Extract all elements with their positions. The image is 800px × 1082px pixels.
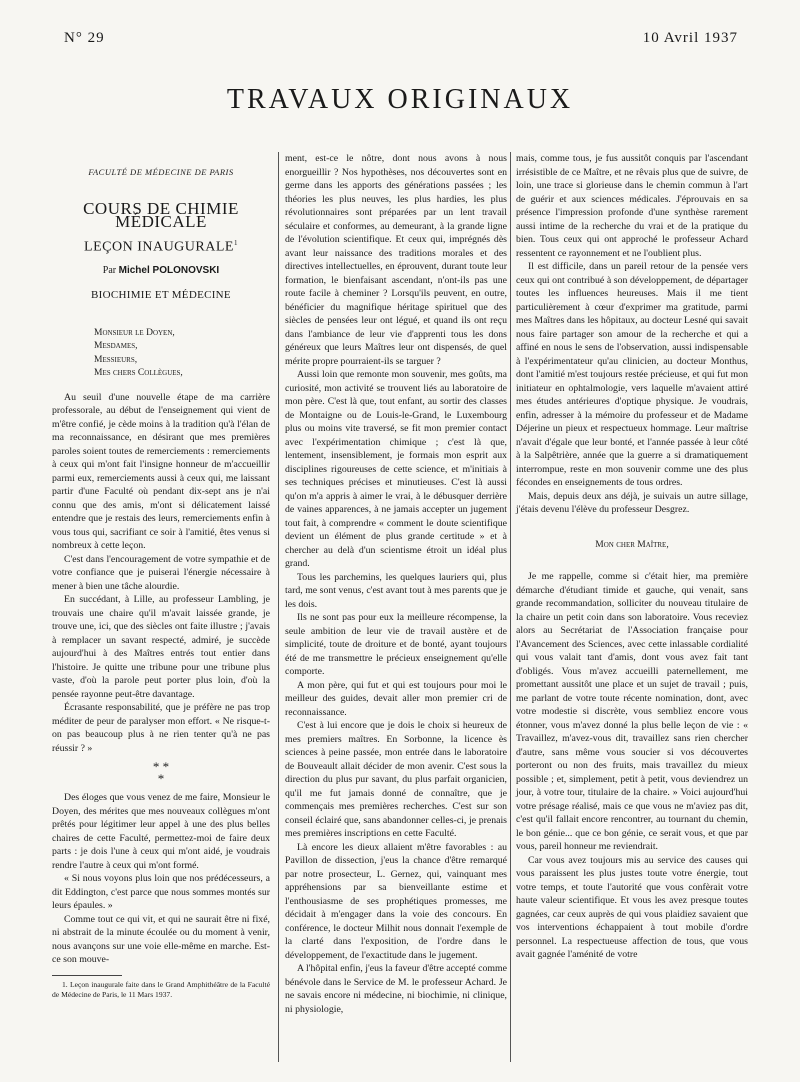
paragraph: Il est difficile, dans un pareil retour de la pensée vers ceux qui ont contribué à son développement, de départager toutes les influences heureuses. Mais il me tient particulièrement à cœur d'exprimer ma gratitude, parmi mes Maîtres dans les hôpitaux, au docteur Lesné qui savait nous faire partager son amour de la recherche et qui a affiné en nous le sens de l'observation, aussi indispensable à l'expérimentateur qu'au clinicien, au docteur Monthus, dont l'amitié m'est toujours restée précieuse, et qui fut mon initiateur en ophtalmologie, vers laquelle m'avaient attiré mes études antérieures d'optique physique. Je voudrais, enfin, adresser à la mémoire du professeur et de Madame Déjerine un pieux et respectueux hommage. Leur maîtrise n'avait d'égale que leur bonté, et l'année passée à leur côté à la Salpêtrière, année que la guerre a si dramatiquement interrompue, reste en mon souvenir comme une des plus fécondes en enseignements de tous ordres. [516, 261, 748, 488]
column-1 [52, 152, 270, 1000]
paragraph: A l'hôpital enfin, j'eus la faveur d'être accepté comme bénévole dans le Service de M. le professeur Achard. Je ne savais encore ni médecine, ni biochimie, ni clinique, ni physiologie, [285, 963, 507, 1015]
salutation-line: Mes chers Collègues, [94, 368, 183, 379]
paragraph: Ils ne sont pas pour eux la meilleure récompense, la seule ambition de leur vie de travail austère et de simplicité, toute de droiture et de bonté, ayant toujours été de me transmettre le précieux enseignement qu'elle comporte. [285, 612, 507, 677]
paragraph: Je me rappelle, comme si c'était hier, ma première démarche d'étudiant timide et gauche, qui venait, sans grande recommandation, solliciter du nouveau titulaire de la chaire un petit coin dans son laboratoire. Vous receviez alors au Secrétariat de l'Association française pour l'Avancement des Sciences, avec cette inlassable cordialité qui vous valait tant d'amis, dont vous avez fait tant d'obligés. Vous m'avez accueilli paternellement, me promettant aussitôt une place et un sujet de travail ; puis, me parlant de votre toute récente nomination, dont, avec votre modestie si discrète, vous sembliez encore vous étonner, vous m'avez donné la plus belle leçon de vie : « Travaillez, m'avez-vous dit, travaillez sans rien chercher d'autre, sans même vous soucier si vos découvertes porteront ou non des fruits, mais travaillez du mieux possible ; et, simplement, petit à petit, vous deviendrez un jour, à votre tour, titulaire de la chaire. » Voici aujourd'hui votre présage réalisé, mais ce que vous ne m'aviez pas dit, c'est qu'il fallait encore rencontrer, au tournant du chemin, le bon génie... que ce bon génie, ce serait vous, et que par vous, pareil honneur me reviendrait. [516, 571, 748, 852]
paragraph: Des éloges que vous venez de me faire, Monsieur le Doyen, des mérites que mes nouveaux collègues m'ont prêtés pour légitimer leur appel à une des plus belles chaires de cette Faculté, permettez-moi de faire deux parts : je dois l'une à ceux qui m'ont aidé, je voudrais rendre l'autre à ceux qui m'ont formé. [52, 792, 270, 871]
section-separator: * * * [152, 759, 170, 787]
column-divider [278, 152, 279, 1062]
column-divider [510, 152, 511, 1062]
paragraph: Aussi loin que remonte mon souvenir, mes goûts, ma curiosité, mon activité se trouvent liés au laboratoire de mon père. C'est là que, tout enfant, au sortir des classes de Montaigne ou de Louis-le-Grand, le Luxembourg plus ou moins vite traversé, se fit mon premier contact avec l'expérimentation chimique ; c'est là que, lentement, insensiblement, je formais mon esprit aux disciplines rigoureuses de cette science, et m'initiais à ses techniques précises et minutieuses. C'est là aussi qu'on m'a appris à aimer le vrai, à le débusquer derrière de vaines apparences, à ne jamais accepter un jugement tout fait, à comprendre « comment le doute scientifique devient un élément de plus grande certitude » et à chercher au delà d'un scientisme étroit un idéal plus grand. [285, 369, 507, 569]
paragraph: A mon père, qui fut et qui est toujours pour moi le meilleur des guides, devait aller mon premier cri de reconnaissance. [285, 679, 507, 718]
footnote-marker: 1 [233, 238, 238, 247]
article-title: COURS DE CHIMIE MÉDICALE [83, 198, 239, 231]
paragraph: Là encore les dieux allaient m'être favorables : au Pavillon de dissection, j'eus la chance d'être remarqué par notre prosecteur, L. Gernez, qui, vainquant mes appréhensions par sa bienveillante estime et l'enthousiasme de ses prophétiques promesses, me décidait à m'engager dans la voie des concours. En conférence, le docteur Milhit nous donnait l'exemple de la clarté dans l'exposition, de l'ordre dans le développement, de l'exactitude dans le jugement. [285, 841, 507, 961]
paragraph: Tous les parchemins, les quelques lauriers qui, plus tard, me sont venus, c'est avant tout à mes parents que je les dois. [285, 571, 507, 610]
paragraph: mais, comme tous, je fus aussitôt conquis par l'ascendant irrésistible de ce Maître, et ne rêvais plus que de suivre, de loin, une trace si glorieuse dans le chemin commun à l'art de guérir et aux sciences médicales. J'éprouvais en sa présence l'impression profonde d'une synthèse rarement aussi intime de la recherche du vrai et de la pratique du bien. Tous ceux qui ont approché le professeur Achard ressentent ce rayonnement et ne l'oublient plus. [516, 153, 748, 259]
paragraph: ment, est-ce le nôtre, dont nous avons à nous enorgueillir ? Nos hypothèses, nos découvertes sont en germe dans les apports des générations passées ; les théories les plus neuves, les plus hardies, les plus révolutionnaires sont préparées par un lent travail séculaire et conformes, au demeurant, à la grande ligne de l'évolution scientifique. Et ceux qui, imprégnés dès avant leur naissance des traditions morales et des directives intellectuelles, en éprouvent, durant toute leur formation, le bienfaisant ascendant, n'ont-ils pas une route facile à cheminer ? Lorsqu'ils peuvent, en outre, bénéficier du magnifique héritage spirituel que des siècles de pensées leur ont légué, et quand ils ont reçu dans l'ambiance de leur vie d'apprenti tous les dons généreux que leurs Maîtres leur ont dispensés, de quel mérite propre pourraient-ils se targuer ? [285, 153, 507, 367]
author-name: Michel POLONOVSKI [118, 264, 220, 276]
salutation-line: Mesdames, [94, 341, 138, 352]
section-title: TRAVAUX ORIGINAUX [226, 84, 574, 115]
paragraph: Comme tout ce qui vit, et qui ne saurait être ni fixé, ni abstrait de la minute écoulée ou du moment à venir, nous avançons sur une voie elle-même en marche. Est-ce son mouve- [52, 913, 270, 966]
subtitle-text: LEÇON INAUGURALE [84, 239, 234, 255]
paragraph: C'est dans l'encouragement de votre sympathie et de votre confiance que je puiserai l'énergie nécessaire à mener à bien une tâche alourdie. [52, 553, 270, 592]
byline-prefix: Par [102, 264, 117, 276]
salutation-line: Monsieur le Doyen, [94, 327, 175, 338]
footnote: 1. Leçon inaugurale faite dans le Grand Amphithéâtre de la Faculté de Médecine de Paris, le 11 Mars 1937. [52, 979, 270, 999]
faculty-label: FACULTÉ DE MÉDECINE DE PARIS [88, 167, 234, 177]
paragraph: Mais, depuis deux ans déjà, je suivais un autre sillage, j'étais devenu l'élève du professeur Desgrez. [516, 490, 748, 515]
paragraph: En succédant, à Lille, au professeur Lambling, je trouvais une chaire qu'il m'avait laissée grande, je trouve une, ici, que des siècles ont faite illustre ; j'avais à remplacer un savant respecté, admiré, je succède aujourd'hui à des Maîtres entrés tout entier dans l'histoire. Je quitte une tribune pour une tribune plus vaste, d'où la parole peut porter plus loin, d'où la pensée rayonne peut-être davantage. [52, 594, 270, 700]
paragraph: « Si nous voyons plus loin que nos prédécesseurs, a dit Eddington, c'est parce que nous sommes montés sur leurs épaules. » [52, 873, 270, 912]
column-2 [285, 152, 507, 1016]
address-heading: Mon cher Maître, [595, 539, 669, 550]
article-topic: BIOCHIMIE ET MÉDECINE [91, 289, 231, 302]
paragraph: Au seuil d'une nouvelle étape de ma carrière professorale, au début de l'enseignement qui vient de m'être confié, je cède moins à la tradition qu'à l'élan de ma reconnaissance, en désirant que mes premières paroles soient toutes de remerciements : remerciements à ceux qui m'ont fait l'insigne honneur de m'accueillir parmi eux, remerciements aussi à ceux qui, me laissant partir d'une Faculté où pendant dix-sept ans je n'ai connu que des amis, m'ont si délicatement laissé entendre que je restais des leurs, remerciements enfin à vous tous qui, sacrifiant ce soir à l'amitié, êtes venus si nombreux à cette leçon. [52, 391, 270, 552]
byline [52, 264, 270, 278]
issue-date: 10 Avril 1937 [642, 30, 738, 46]
paragraph: Car vous avez toujours mis au service des causes qui vous paraissent les plus justes toute votre énergie, tout votre temps, et toute l'autorité que vous confèrait votre haute valeur scientifique. Et vous les avez presque toutes gagnées, car ceux auprès de qui vous plaidiez savaient que vos interventions échappaient à tout mobile d'ordre personnel. La respectueuse affection de tous, que vous avait gagnée l'aménité de votre [516, 854, 748, 960]
salutation [94, 327, 270, 381]
paragraph: Écrasante responsabilité, que je préfère ne pas trop méditer de peur de paralyser mon effort. « Ne risque-t-on pas beaucoup plus à ne rien tenter qu'à ne pas réussir ? » [52, 702, 270, 754]
salutation-line: Messieurs, [94, 354, 138, 365]
column-3 [516, 152, 748, 962]
article-subtitle [52, 237, 270, 254]
paragraph: C'est à lui encore que je dois le choix si heureux de mes premiers maîtres. En Sorbonne, la licence ès sciences à peine passée, mon entrée dans le laboratoire de Bouveault allait décider de mon avenir. C'est sous la direction du plus pur savant, du plus parfait organicien, qu'il me fut jamais donné de connaître, que je commençais mes premières recherches. C'est sur son conseil éclairé que, sans abandonner celles-ci, je prenais mes premières inscriptions en cette Faculté. [285, 720, 507, 839]
footnote-rule [52, 975, 122, 976]
issue-number: N° 29 [64, 30, 105, 46]
